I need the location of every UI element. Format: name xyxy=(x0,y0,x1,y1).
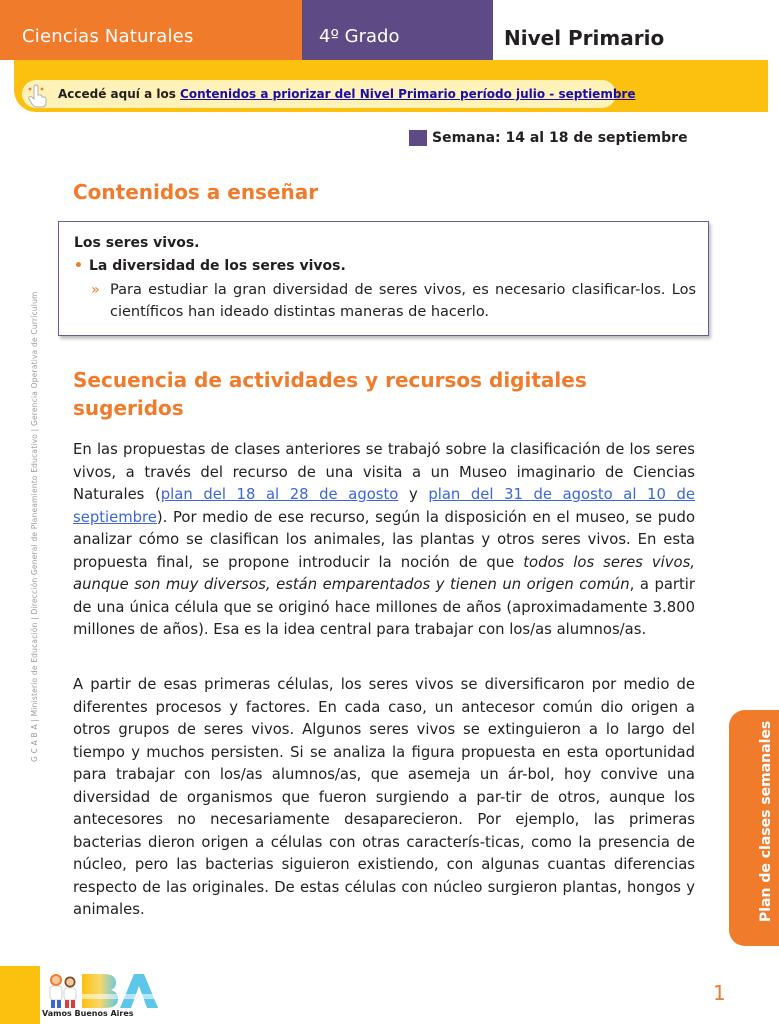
chevron-right-icon: » xyxy=(91,282,100,298)
level-label: Nivel Primario xyxy=(504,26,665,50)
contents-subitem-text: Para estudiar la gran diversidad de seres vivos, es necesario clasificar-los. Los científicos han ideado distintas maneras de hacerlo. xyxy=(110,282,696,320)
grade-tab xyxy=(302,0,493,60)
p1-text-c: ). Por medio de ese recurso, según la disposición en el museo, se pudo analizar cómo se clasifican los animales, las plantas y otros seres vivos. En esta propuesta final, se propone introducir la noción de que xyxy=(73,508,695,571)
hand-pointer-icon xyxy=(26,84,48,108)
sequence-heading xyxy=(73,366,587,422)
paragraph-2: A partir de esas primeras células, los seres vivos se diversificaron por medio de diferentes procesos y factores. En cada caso, un antecesor común dio origen a otros grupos de seres vivos. Algunos seres vivos se extinguieron a lo largo del tiempo y muchos persisten. Si se analiza la figura propuesta en esta oportunidad para trabajar con los/as alumnos/as, que asemeja un ár-bol, hoy convive una diversidad de organismos que fueron surgiendo a par-tir de otros, aunque los antecesores no necesariamente desaparecieron. Por ejemplo, las primeras bacterias dieron origen a células con otras caracterís-ticas, como la presencia de núcleo, pero las bacterias siguieron existiendo, con algunas cuantas diferencias respecto de las originales. De estas células con núcleo surgieron plantas, hongos y animales. xyxy=(73,676,695,918)
sequence-heading-line1: Secuencia de actividades y recursos digitales xyxy=(73,368,587,392)
bullet-dot: • xyxy=(74,258,83,274)
paragraph-1 xyxy=(73,439,695,642)
p1-text-b: y xyxy=(398,486,429,503)
footer-yellow-bar xyxy=(0,966,40,1024)
plan-aug-18-28-link[interactable]: plan del 18 al 28 de agosto xyxy=(160,486,399,503)
contents-heading: Contenidos a enseñar xyxy=(73,180,319,204)
p1-text-d: , a partir de una única célula que se originó hace millones de años (aproximadamente 3.800 millones de años). Esa es la idea central para trabajar con los/as alumnos/as. xyxy=(73,576,695,638)
weekly-plan-tab xyxy=(729,710,779,946)
contents-subitem xyxy=(91,279,696,323)
contents-box xyxy=(58,221,709,336)
level-tab xyxy=(493,0,768,60)
sequence-heading-line2: sugeridos xyxy=(73,396,184,420)
weekly-plan-label: Plan de clases semanales xyxy=(758,720,774,922)
subject-tab xyxy=(0,0,302,60)
priority-contents-link[interactable]: Contenidos a priorizar del Nivel Primario período julio - septiembre xyxy=(180,87,636,101)
contents-bullet xyxy=(74,258,346,274)
plan-aug-31-sep-10-link[interactable]: plan del 31 de agosto al 10 de septiembre xyxy=(73,486,695,526)
contents-title: Los seres vivos. xyxy=(74,235,200,251)
banner-text xyxy=(58,87,635,101)
week-label: Semana: 14 al 18 de septiembre xyxy=(432,130,688,146)
logo-text: Vamos Buenos Aires xyxy=(42,1009,134,1018)
side-credits: G C A B A | Ministerio de Educación | Dirección General de Planeamiento Educativo | Gerencia Operativa de Currículum xyxy=(30,291,39,762)
week-marker xyxy=(409,130,427,146)
contents-bullet-text: La diversidad de los seres vivos. xyxy=(88,258,346,274)
page-number: 1 xyxy=(713,981,726,1005)
page-header xyxy=(0,0,768,60)
grade-label: 4º Grado xyxy=(319,26,400,47)
subject-label: Ciencias Naturales xyxy=(22,26,194,47)
p1-text-a: En las propuestas de clases anteriores se trabajó sobre la clasificación de los seres vivos, a través del recurso de una visita a un Museo imaginario de Ciencias Naturales ( xyxy=(73,441,695,503)
p1-italic: todos los seres vivos, aunque son muy diversos, están emparentados y tienen un origen común xyxy=(73,553,695,593)
banner-prefix: Accedé aquí a los xyxy=(58,87,181,101)
